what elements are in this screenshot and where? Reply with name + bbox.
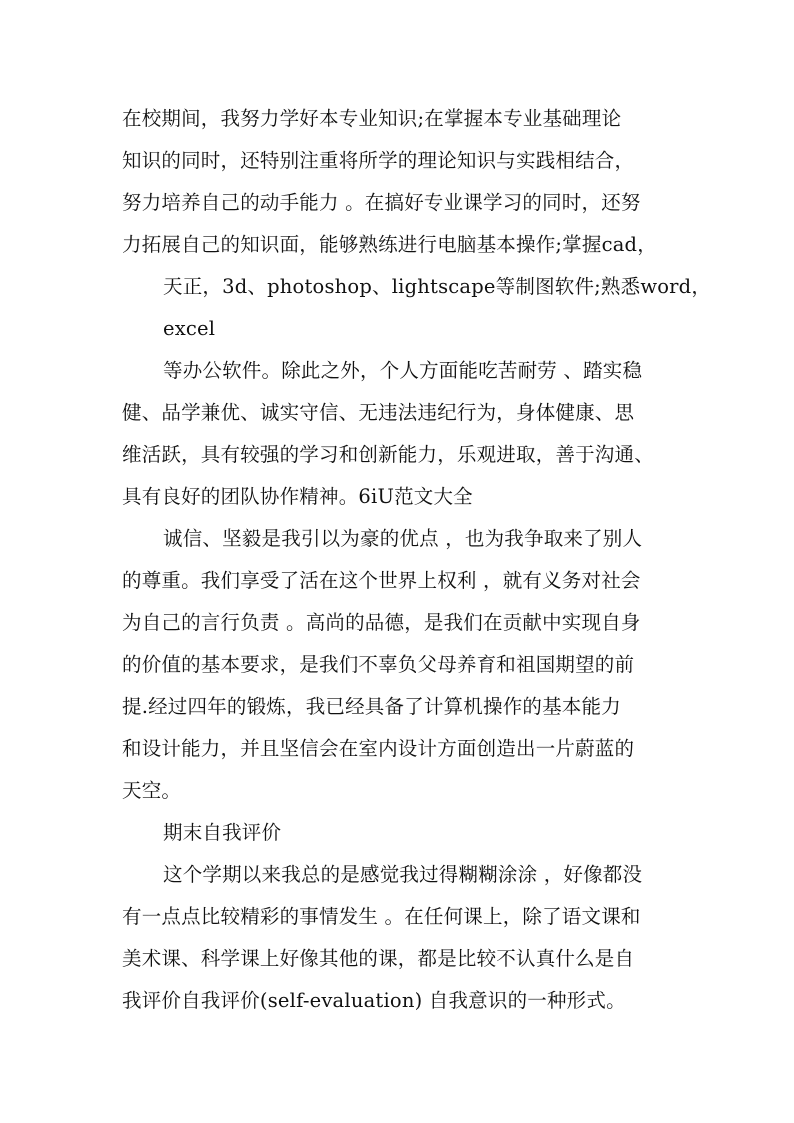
section-heading: 期末自我评价 — [163, 821, 282, 844]
body-text-line: 天空。 — [122, 779, 182, 802]
body-text-line: 美术课、科学课上好像其他的课，都是比较不认真什么是自 — [122, 947, 635, 970]
body-text-line: 等办公软件。除此之外，个人方面能吃苦耐劳 、踏实稳 — [163, 359, 643, 382]
body-text-line: 努力培养自己的动手能力 。在搞好专业课学习的同时，还努 — [122, 191, 641, 214]
body-text-line: 维活跃，具有较强的学习和创新能力，乐观进取，善于沟通、 — [122, 443, 654, 466]
body-text-line: excel — [163, 317, 216, 340]
paragraph-first-line: 诚信、坚毅是我引以为豪的优点 ，也为我争取来了别人 — [163, 527, 643, 550]
body-text-line: 提.经过四年的锻炼，我已经具备了计算机操作的基本能力 — [122, 695, 621, 718]
body-text-line: 健、品学兼优、诚实守信、无违法违纪行为，身体健康、思 — [122, 401, 635, 424]
paragraph-first-line: 这个学期以来我总的是感觉我过得糊糊涂涂 ，好像都没 — [163, 863, 643, 886]
body-text-line: 有一点点比较精彩的事情发生 。在任何课上，除了语文课和 — [122, 905, 641, 928]
body-text-line: 的价值的基本要求，是我们不辜负父母养育和祖国期望的前 — [122, 653, 635, 676]
body-text-line: 为自己的言行负责 。高尚的品德，是我们在贡献中实现自身 — [122, 611, 641, 634]
body-text-line: 具有良好的团队协作精神。6iU范文大全 — [122, 485, 473, 508]
body-text-line: 知识的同时，还特别注重将所学的理论知识与实践相结合， — [122, 149, 635, 172]
body-text-line: 和设计能力，并且坚信会在室内设计方面创造出一片蔚蓝的 — [122, 737, 635, 760]
body-text-line: 的尊重。我们享受了活在这个世界上权利 ，就有义务对社会 — [122, 569, 641, 592]
body-text-line: 在校期间，我努力学好本专业知识;在掌握本专业基础理论 — [122, 107, 622, 130]
body-text-line: 我评价自我评价(self-evaluation) 自我意识的一种形式。 — [122, 989, 626, 1012]
body-text-line: 天正，3d、photoshop、lightscape等制图软件;熟悉word， — [163, 275, 712, 298]
body-text-line: 力拓展自己的知识面，能够熟练进行电脑基本操作;掌握cad， — [122, 233, 657, 256]
